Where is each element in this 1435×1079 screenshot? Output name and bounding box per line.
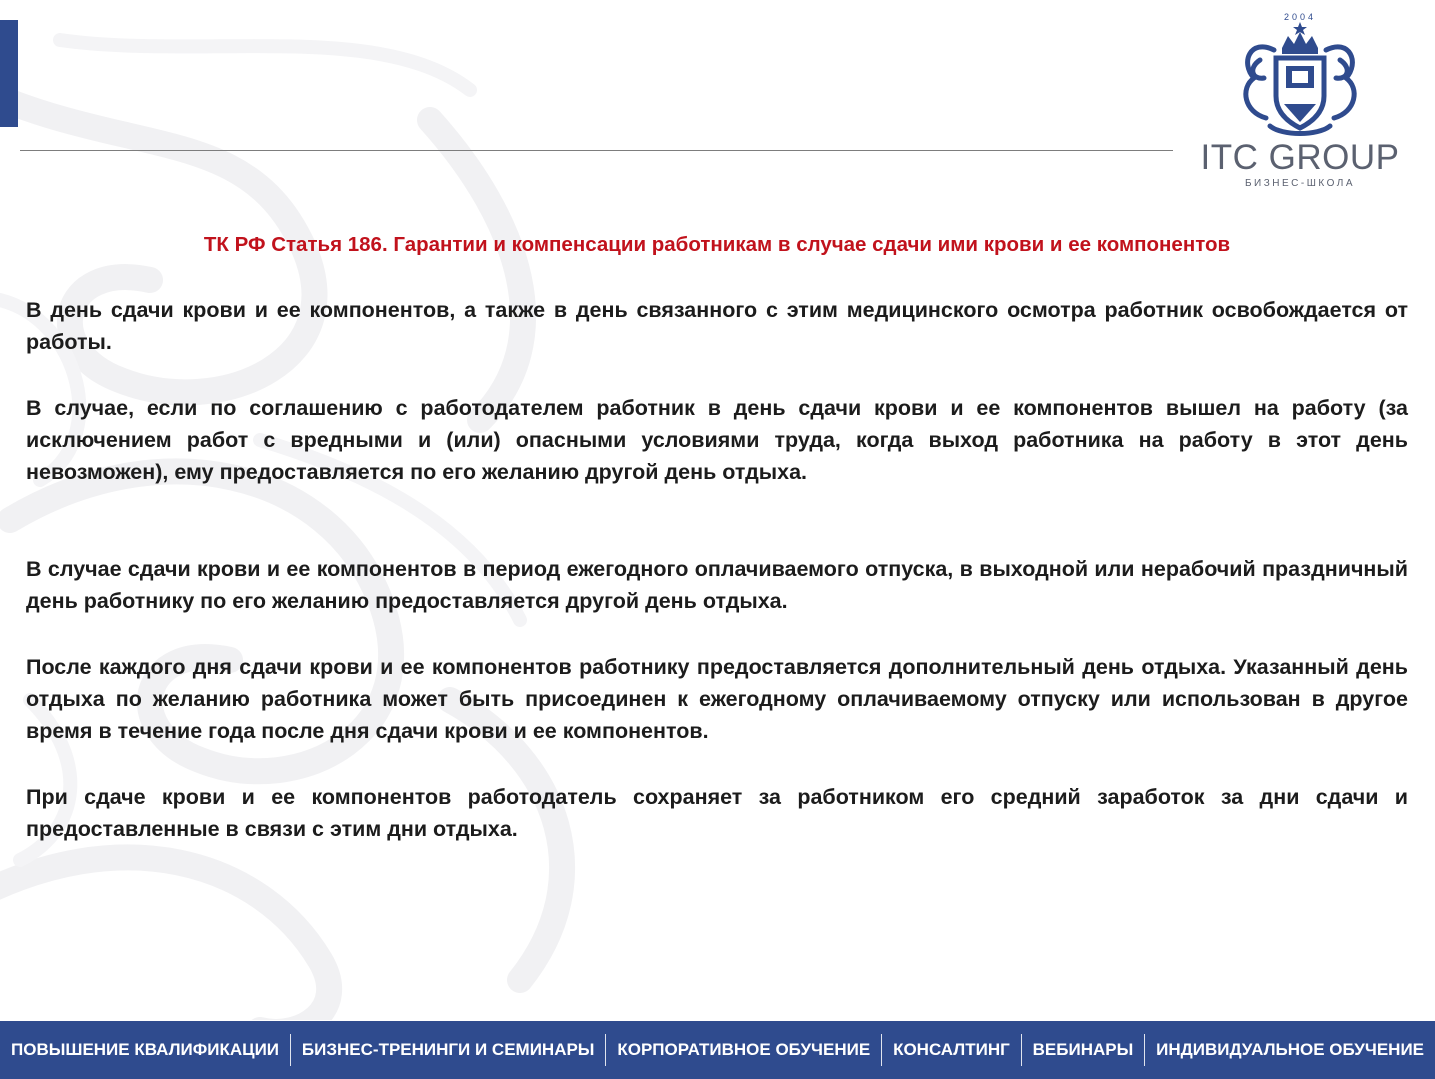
footer-link-trainings[interactable]: БИЗНЕС-ТРЕНИНГИ И СЕМИНАРЫ: [301, 1040, 595, 1059]
logo-year: 2004: [1283, 12, 1317, 22]
footer-link-corporate[interactable]: КОРПОРАТИВНОЕ ОБУЧЕНИЕ: [617, 1040, 871, 1059]
footer-separator: [1021, 1034, 1022, 1066]
ornament-watermark: [0, 0, 620, 1020]
crest-emblem-icon: [1230, 8, 1370, 143]
article-paragraph: В день сдачи крови и ее компонентов, а также в день связанного с этим медицинского осмотра работник освобождается от работы.: [26, 298, 1408, 354]
header-divider: [20, 150, 1173, 151]
article-paragraph: В случае сдачи крови и ее компонентов в период ежегодного оплачиваемого отпуска, в выходной или нерабочий праздничный день работнику по его желанию предоставляется другой день отдыха.: [26, 557, 1408, 613]
footer-separator: [605, 1034, 606, 1066]
left-accent-bar: [0, 20, 18, 127]
logo-brand-name: ITC GROUP: [1200, 138, 1400, 177]
footer-nav-bar: [0, 1021, 1435, 1079]
logo-tagline: БИЗНЕС-ШКОЛА: [1244, 178, 1355, 189]
itc-group-logo[interactable]: [1190, 8, 1410, 193]
article-paragraph: После каждого дня сдачи крови и ее компонентов работнику предоставляется дополнительный день отдыха. Указанный день отдыха по желанию работника может быть присоединен к ежегодному оплачиваемому отпуску или использован в другое время в течение года после дня сдачи крови и ее компонентов.: [26, 655, 1408, 743]
article-paragraph: В случае, если по соглашению с работодателем работник в день сдачи крови и ее компонентов вышел на работу (за исключением работ с вредными и (или) опасными условиями труда, когда выход работника на работу в этот день невозможен), ему предоставляется по его желанию другой день отдыха.: [26, 396, 1408, 484]
footer-separator: [881, 1034, 882, 1066]
footer-link-consulting[interactable]: КОНСАЛТИНГ: [893, 1040, 1010, 1059]
footer-link-webinars[interactable]: ВЕБИНАРЫ: [1032, 1040, 1134, 1059]
footer-separator: [1144, 1034, 1145, 1066]
article-paragraph: При сдаче крови и ее компонентов работодатель сохраняет за работником его средний заработок за дни сдачи и предоставленные в связи с этим дни отдыха.: [26, 785, 1408, 841]
article-title: ТК РФ Статья 186. Гарантии и компенсации работникам в случае сдачи ими крови и ее компонентов: [203, 233, 1231, 256]
footer-link-qualification[interactable]: ПОВЫШЕНИЕ КВАЛИФИКАЦИИ: [11, 1040, 280, 1059]
footer-link-individual[interactable]: ИНДИВИДУАЛЬНОЕ ОБУЧЕНИЕ: [1156, 1040, 1424, 1059]
footer-separator: [290, 1034, 291, 1066]
